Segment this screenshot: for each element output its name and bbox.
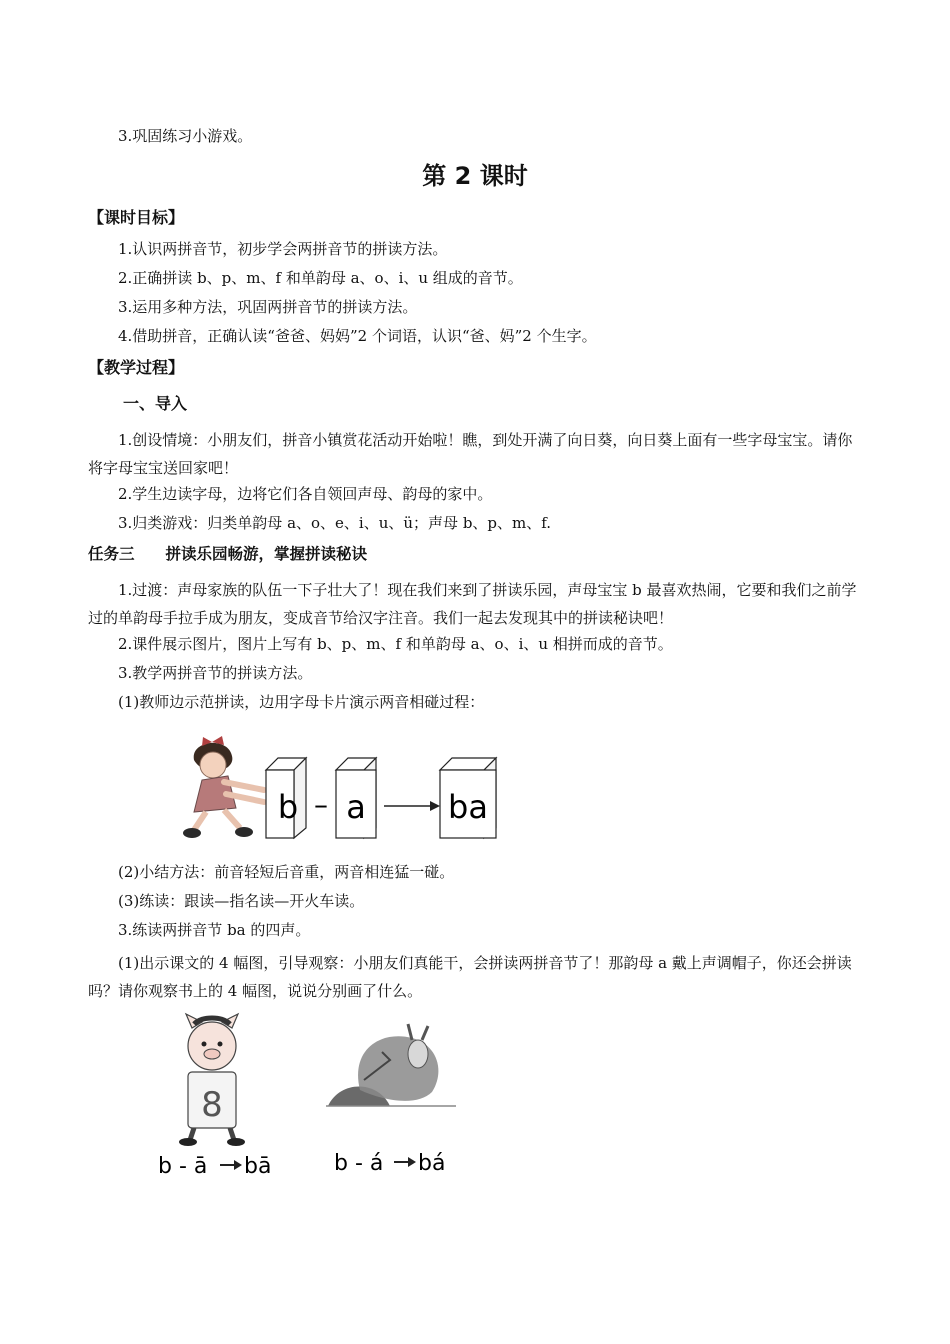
goals-header: 【课时目标】: [88, 208, 185, 227]
intro-item: 1.创设情境：小朋友们，拼音小镇赏花活动开始啦！瞧，到处开满了向日葵，向日葵上面有一些字母宝宝。请你将字母宝宝送回家吧！: [88, 431, 853, 477]
after-figure-item: 3.练读两拼音节 ba 的四声。: [118, 921, 311, 939]
after-figure-item: (3)练读：跟读—指名读—开火车读。: [118, 892, 365, 910]
card-b-letter: b: [277, 788, 299, 826]
lesson-title: 第 2 课时: [422, 162, 528, 190]
girl-pushing-illustration: [183, 736, 264, 838]
formula1-right: bā: [244, 1154, 272, 1179]
goal-item: 4.借助拼音，正确认读“爸爸、妈妈”2 个词语，认识“爸、妈”2 个生字。: [118, 327, 597, 345]
task3-heading: 任务三 拼读乐园畅游，掌握拼读秘诀: [88, 545, 368, 563]
arrow-icon: [220, 1160, 242, 1170]
formula1-left: b - ā: [158, 1154, 208, 1179]
pinyin-card-figure: [180, 732, 510, 844]
formula2-right: bá: [418, 1151, 446, 1176]
after-figure-item: (1)出示课文的 4 幅图，引导观察：小朋友们真能干，会拼读两拼音节了！那韵母 a 戴上声调帽子，你还会拼读吗？请你观察书上的 4 幅图，说说分别画了什么。: [88, 954, 852, 1000]
task3-item: 3.教学两拼音节的拼读方法。: [118, 664, 313, 682]
rabbit-pulling-radish-illustration: [326, 1024, 456, 1106]
after-figure-item: (2)小结方法：前音轻短后音重，两音相连猛一碰。: [118, 863, 455, 881]
tone-practice-figure: [150, 1010, 470, 1185]
goal-item: 2.正确拼读 b、p、m、f 和单韵母 a、o、i、u 组成的音节。: [118, 269, 523, 287]
intro-heading: 一、导入: [123, 394, 188, 413]
task3-item: 2.课件展示图片，图片上写有 b、p、m、f 和单韵母 a、o、i、u 相拼而成的音节。: [118, 635, 673, 653]
pig-holding-eight-illustration: [179, 1014, 245, 1146]
card-ba-letters: ba: [448, 788, 488, 826]
card-dash: –: [314, 788, 328, 821]
goal-item: 3.运用多种方法，巩固两拼音节的拼读方法。: [118, 298, 418, 316]
task3-item: (1)教师边示范拼读，边用字母卡片演示两音相碰过程：: [118, 693, 485, 711]
intro-item: 3.归类游戏：归类单韵母 a、o、e、i、u、ü；声母 b、p、m、f.: [118, 514, 552, 532]
goal-item: 1.认识两拼音节，初步学会两拼音节的拼读方法。: [118, 240, 448, 258]
intro-item: 2.学生边读字母，边将它们各自领回声母、韵母的家中。: [118, 485, 493, 503]
card-a-letter: a: [346, 788, 366, 826]
task3-item: 1.过渡：声母家族的队伍一下子壮大了！现在我们来到了拼读乐园，声母宝宝 b 最喜欢热闹，它要和我们之前学过的单韵母手拉手成为朋友，变成音节给汉字注音。我们一起去发现其中的拼读秘诀吧！: [88, 581, 857, 627]
pig-sign-number: 8: [201, 1085, 223, 1125]
formula2-left: b - á: [334, 1151, 384, 1176]
arrow-icon: [384, 801, 440, 811]
process-header: 【教学过程】: [88, 358, 185, 377]
top-item: 3.巩固练习小游戏。: [118, 127, 253, 145]
arrow-icon: [394, 1157, 416, 1167]
